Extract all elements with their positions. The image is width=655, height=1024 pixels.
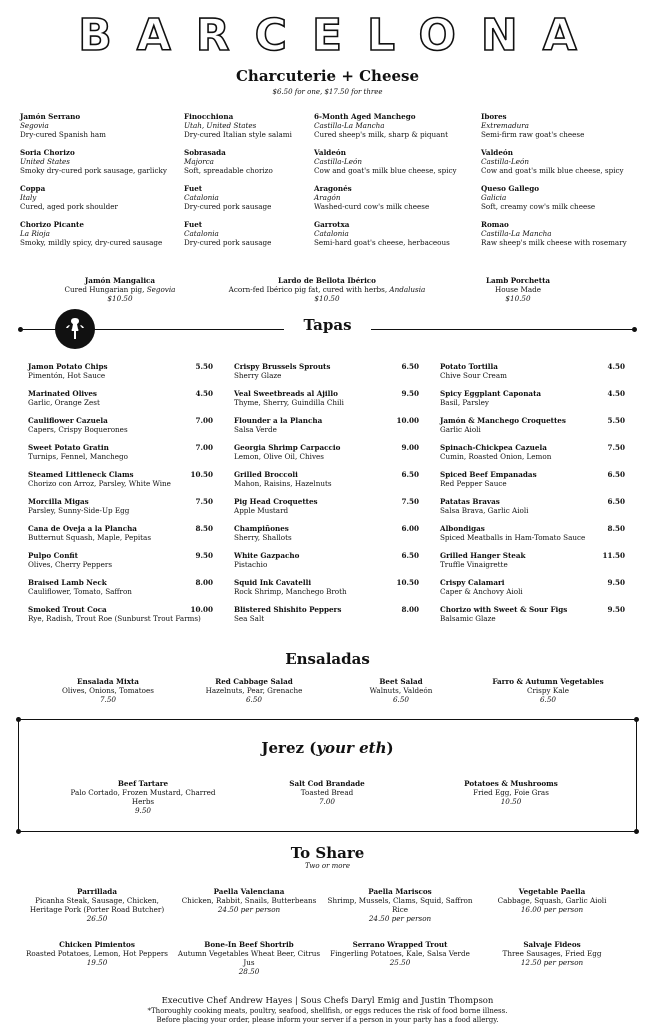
special-name: Jamón Mangalica <box>84 276 156 285</box>
tapa-price: 9.50 <box>195 551 213 560</box>
allergy-warning: Before placing your order, please inform your server if a person in your party has a food allergy. <box>156 1016 499 1024</box>
tapa-name: Champiñones <box>234 524 289 533</box>
cheese-region: Majorca <box>184 157 214 166</box>
tapa-item <box>28 605 213 623</box>
special-name: Lardo de Bellota Ibérico <box>278 276 376 285</box>
tapa-desc: Mahon, Raisins, Hazelnuts <box>234 479 332 488</box>
tapa-name: Chorizo with Sweet & Sour Figs <box>440 605 568 614</box>
charcuterie-title: Charcuterie + Cheese <box>235 67 420 85</box>
tapa-price: 7.00 <box>195 443 213 452</box>
cheese-name: Chorizo Picante <box>20 220 84 229</box>
cheese-item <box>20 220 180 247</box>
share-name: Bone-In Beef Shortrib <box>204 940 294 949</box>
tapa-desc: Lemon, Olive Oil, Chives <box>234 452 324 461</box>
salad-name: Ensalada Mixta <box>77 677 139 686</box>
cheese-item <box>314 148 474 175</box>
tapa-name: Flounder a la Plancha <box>234 416 323 425</box>
tapa-item <box>234 443 419 461</box>
cheese-region: Catalonia <box>184 193 219 202</box>
tapa-item <box>234 470 419 488</box>
tapa-price: 8.50 <box>195 524 213 533</box>
share-desc: Fingerling Potatoes, Kale, Salsa Verde <box>330 949 470 958</box>
cheese-desc: Washed-curd cow's milk cheese <box>314 202 430 211</box>
tapa-item <box>28 389 213 407</box>
tapa-desc: Chive Sour Cream <box>440 371 507 380</box>
tapa-price: 9.00 <box>401 443 419 452</box>
cheese-region: Castilla-León <box>481 157 529 166</box>
cheese-name: Valdeón <box>481 148 513 157</box>
tapa-price: 10.00 <box>190 605 213 614</box>
cheese-name: Romao <box>481 220 509 229</box>
share-price: 12.50 per person <box>520 958 584 967</box>
tapa-desc: Red Pepper Sauce <box>440 479 507 488</box>
tapa-desc: Spiced Meatballs in Ham-Tomato Sauce <box>440 533 586 542</box>
special-desc: Cured Hungarian pig, <box>64 285 145 294</box>
share-name: Paella Valenciana <box>213 887 285 896</box>
share-item <box>477 887 627 914</box>
tapa-price: 6.50 <box>607 497 625 506</box>
tapa-item <box>440 470 625 488</box>
salad-item <box>473 677 623 704</box>
tapa-name: Steamed Littleneck Clams <box>28 470 134 479</box>
share-desc: Roasted Potatoes, Lemon, Hot Peppers <box>26 949 168 958</box>
salad-price: 6.50 <box>539 695 556 704</box>
tapa-item <box>28 551 213 569</box>
salad-price: 7.50 <box>99 695 116 704</box>
share-name: Serrano Wrapped Trout <box>352 940 448 949</box>
tapa-desc: Garlic, Orange Zest <box>28 398 100 407</box>
cheese-region: Catalonia <box>314 229 349 238</box>
special-price: $10.50 <box>314 294 340 303</box>
salad-name: Beet Salad <box>379 677 423 686</box>
tapa-desc: Salsa Verde <box>234 425 277 434</box>
share-name: Salvaje Fideos <box>523 940 581 949</box>
cheese-desc: Semi-firm raw goat's cheese <box>481 130 585 139</box>
special-region: Segovia <box>146 285 176 294</box>
tapa-item <box>28 497 213 515</box>
jerez-price: 7.00 <box>318 797 335 806</box>
share-price: 24.50 per person <box>368 914 432 923</box>
share-name: Vegetable Paella <box>518 887 586 896</box>
cheese-desc: Cured sheep's milk, sharp & piquant <box>314 130 448 139</box>
tapa-name: Jamón & Manchego Croquettes <box>440 416 566 425</box>
corner-dot <box>16 829 21 834</box>
cheese-item <box>20 184 180 211</box>
share-item <box>325 887 475 923</box>
tapa-price: 4.50 <box>607 389 625 398</box>
jerez-title-b: your eth <box>316 739 387 757</box>
tapa-desc: Pimentón, Hot Sauce <box>28 371 106 380</box>
tapa-price: 7.00 <box>195 416 213 425</box>
jerez-desc: Fried Egg, Foie Gras <box>473 788 549 797</box>
cheese-region: Castilla-La Mancha <box>314 121 385 130</box>
cheese-item <box>481 112 641 139</box>
tapa-item <box>234 497 419 515</box>
divider-rule <box>371 329 634 330</box>
special-name: Lamb Porchetta <box>485 276 551 285</box>
corner-dot <box>634 829 639 834</box>
tapas-title: Tapas <box>303 316 352 334</box>
jerez-name: Beef Tartare <box>117 779 169 788</box>
cheese-name: Fuet <box>184 220 203 229</box>
cheese-name: Sobrasada <box>184 148 226 157</box>
share-name: Parrillada <box>77 887 117 896</box>
food-safety-warning: *Thoroughly cooking meats, poultry, seafood, shellfish, or eggs reduces the risk of food borne illness. <box>147 1007 508 1015</box>
jerez-price: 10.50 <box>500 797 522 806</box>
tapa-desc: Thyme, Sherry, Guindilla Chili <box>234 398 344 407</box>
salad-price: 6.50 <box>392 695 409 704</box>
corner-dot <box>16 717 21 722</box>
tapa-desc: Olives, Cherry Peppers <box>28 560 113 569</box>
tapa-name: Veal Sweetbreads al Ajillo <box>234 389 338 398</box>
tapa-price: 8.00 <box>401 605 419 614</box>
cheese-name: Garrotxa <box>314 220 350 229</box>
tapa-price: 8.50 <box>607 524 625 533</box>
ensaladas-title: Ensaladas <box>285 650 370 668</box>
tapa-item <box>440 605 625 623</box>
cheese-name: Ibores <box>481 112 507 121</box>
jerez-item <box>436 779 586 806</box>
tapa-item <box>440 389 625 407</box>
tapa-name: Spinach-Chickpea Cazuela <box>440 443 547 452</box>
jerez-item <box>68 779 218 815</box>
tapa-item <box>28 524 213 542</box>
jerez-title-a: Jerez ( <box>261 739 317 757</box>
tapa-name: Grilled Hanger Steak <box>440 551 526 560</box>
salad-name: Red Cabbage Salad <box>215 677 293 686</box>
tapa-desc: Cumin, Roasted Onion, Lemon <box>440 452 552 461</box>
salad-desc: Olives, Onions, Tomatoes <box>62 686 154 695</box>
cheese-desc: Cured, aged pork shoulder <box>20 202 118 211</box>
special-price: $10.50 <box>505 294 531 303</box>
share-title: To Share <box>290 844 365 862</box>
special-item <box>418 276 618 303</box>
share-name: Paella Mariscos <box>368 887 432 896</box>
special-item <box>227 276 427 303</box>
share-item <box>174 940 324 976</box>
cheese-item <box>314 220 474 247</box>
tapa-price: 4.50 <box>607 362 625 371</box>
tapa-price: 10.50 <box>190 470 213 479</box>
jerez-box <box>18 719 637 832</box>
cheese-region: United States <box>20 157 70 166</box>
tapa-name: Pig Head Croquettes <box>234 497 318 506</box>
tapa-item <box>440 362 625 380</box>
cheese-region: Catalonia <box>184 229 219 238</box>
tapa-item <box>440 443 625 461</box>
tapa-desc: Sherry Glaze <box>234 371 282 380</box>
cheese-region: Italy <box>20 193 37 202</box>
cheese-desc: Dry-cured pork sausage <box>184 202 272 211</box>
tapa-desc: Salsa Brava, Garlic Aioli <box>440 506 529 515</box>
tapa-desc: Sherry, Shallots <box>234 533 292 542</box>
cheese-item <box>314 184 474 211</box>
share-desc: Autumn Vegetables Wheat Beer, Citrus Jus <box>177 949 321 967</box>
tapa-price: 8.00 <box>195 578 213 587</box>
jerez-title-c: ) <box>386 739 394 757</box>
tapa-item <box>28 470 213 488</box>
jerez-desc: Palo Cortado, Frozen Mustard, Charred Herbs <box>70 788 216 806</box>
cheese-region: Castilla-León <box>314 157 362 166</box>
tapa-price: 11.50 <box>602 551 625 560</box>
tapa-name: Crispy Calamari <box>440 578 505 587</box>
tapa-desc: Pistachio <box>234 560 268 569</box>
cheese-name: 6-Month Aged Manchego <box>314 112 416 121</box>
share-price: 16.00 per person <box>520 905 584 914</box>
jerez-desc: Toasted Bread <box>300 788 354 797</box>
cheese-desc: Cow and goat's milk blue cheese, spicy <box>314 166 457 175</box>
tapa-desc: Apple Mustard <box>234 506 289 515</box>
cheese-region: Utah, United States <box>184 121 257 130</box>
salad-desc: Hazelnuts, Pear, Grenache <box>205 686 303 695</box>
tapa-item <box>234 416 419 434</box>
jerez-name: Potatoes & Mushrooms <box>464 779 558 788</box>
special-region: Andalusia <box>389 285 426 294</box>
share-desc: Picanha Steak, Sausage, Chicken, Heritage Pork (Porter Road Butcher) <box>29 896 165 914</box>
jerez-item <box>252 779 402 806</box>
cheese-desc: Smoky dry-cured pork sausage, garlicky <box>20 166 167 175</box>
tapa-price: 5.50 <box>607 416 625 425</box>
tapa-item <box>234 605 419 623</box>
share-item <box>325 940 475 967</box>
tapa-name: Smoked Trout Coca <box>28 605 107 614</box>
tapa-item <box>440 551 625 569</box>
restaurant-logo-text: BARCELONA <box>78 10 602 61</box>
charcuterie-price-note: $6.50 for one, $17.50 for three <box>272 88 383 96</box>
cheese-desc: Dry-cured Spanish ham <box>20 130 106 139</box>
cheese-desc: Dry-cured Italian style salami <box>184 130 292 139</box>
tapa-name: Sweet Potato Gratin <box>28 443 109 452</box>
tapa-desc: Garlic Aioli <box>440 425 481 434</box>
chef-credits: Executive Chef Andrew Hayes | Sous Chefs Daryl Emig and Justin Thompson <box>161 996 494 1006</box>
cheese-item <box>314 112 474 139</box>
tapa-item <box>234 524 419 542</box>
cheese-item <box>481 184 641 211</box>
share-item <box>22 887 172 923</box>
tapa-name: Cauliflower Cazuela <box>28 416 108 425</box>
tapa-item <box>440 578 625 596</box>
cheese-region: La Rioja <box>20 229 50 238</box>
tapa-item <box>234 362 419 380</box>
share-name: Chicken Pimientos <box>59 940 135 949</box>
tapa-name: Squid Ink Cavatelli <box>234 578 312 587</box>
share-subtitle: Two or more <box>305 862 350 870</box>
tapa-desc: Basil, Parsley <box>440 398 489 407</box>
jerez-title <box>0 739 655 757</box>
tapa-item <box>234 551 419 569</box>
cheese-item <box>20 112 180 139</box>
cheese-region: Segovia <box>20 121 49 130</box>
tapa-desc: Butternut Squash, Maple, Pepitas <box>28 533 152 542</box>
tapa-desc: Cauliflower, Tomato, Saffron <box>28 587 132 596</box>
cheese-name: Soria Chorizo <box>20 148 75 157</box>
tapa-price: 4.50 <box>195 389 213 398</box>
cheese-region: Extremadura <box>481 121 529 130</box>
share-price: 19.50 <box>86 958 108 967</box>
cheese-item <box>481 220 641 247</box>
cheese-name: Valdeón <box>314 148 346 157</box>
tapa-price: 5.50 <box>195 362 213 371</box>
cheese-desc: Soft, spreadable chorizo <box>184 166 273 175</box>
tapa-name: Spicy Eggplant Caponata <box>440 389 542 398</box>
cheese-desc: Soft, creamy cow's milk cheese <box>481 202 596 211</box>
tapa-desc: Parsley, Sunny-Side-Up Egg <box>28 506 130 515</box>
corner-dot <box>634 717 639 722</box>
tapa-item <box>440 416 625 434</box>
special-price: $10.50 <box>107 294 133 303</box>
tapa-item <box>28 578 213 596</box>
tapa-item <box>234 578 419 596</box>
tapa-name: Potato Tortilla <box>440 362 498 371</box>
jerez-name: Salt Cod Brandade <box>289 779 365 788</box>
cheese-name: Jamón Serrano <box>20 112 81 121</box>
tapa-desc: Truffle Vinaigrette <box>440 560 508 569</box>
cheese-desc: Smoky, mildly spicy, dry-cured sausage <box>20 238 163 247</box>
share-price: 24.50 per person <box>217 905 281 914</box>
tapa-name: Patatas Bravas <box>440 497 500 506</box>
tapa-price: 9.50 <box>607 578 625 587</box>
share-item <box>477 940 627 967</box>
tapa-desc: Capers, Crispy Boquerones <box>28 425 128 434</box>
jerez-price: 9.50 <box>134 806 151 815</box>
salad-desc: Crispy Kale <box>526 686 570 695</box>
salad-item <box>33 677 183 704</box>
share-desc: Three Sausages, Fried Egg <box>502 949 602 958</box>
tapa-price: 6.50 <box>401 362 419 371</box>
rule-dot <box>632 327 637 332</box>
tapa-desc: Turnips, Fennel, Manchego <box>28 452 128 461</box>
tapa-name: Pulpo Confit <box>28 551 78 560</box>
share-item <box>174 887 324 914</box>
tapa-name: Crispy Brussels Sprouts <box>234 362 331 371</box>
cheese-region: Castilla-La Mancha <box>481 229 552 238</box>
share-price: 28.50 <box>238 967 260 976</box>
tapa-price: 6.50 <box>401 470 419 479</box>
tapa-name: Morcilla Migas <box>28 497 89 506</box>
tapa-price: 6.50 <box>607 470 625 479</box>
tapa-price: 10.00 <box>396 416 419 425</box>
share-price: 25.50 <box>389 958 411 967</box>
cheese-desc: Cow and goat's milk blue cheese, spicy <box>481 166 624 175</box>
cheese-item <box>481 148 641 175</box>
cheese-item <box>20 148 180 175</box>
tapa-name: Cana de Oveja a la Plancha <box>28 524 137 533</box>
tapa-name: White Gazpacho <box>234 551 300 560</box>
tapa-name: Braised Lamb Neck <box>28 578 107 587</box>
salad-item <box>179 677 329 704</box>
tapa-name: Spiced Beef Empanadas <box>440 470 537 479</box>
tapa-item <box>440 524 625 542</box>
salad-desc: Walnuts, Valdeón <box>369 686 433 695</box>
tapa-name: Jamon Potato Chips <box>28 362 108 371</box>
tapa-desc: Rye, Radish, Trout Roe (Sunburst Trout Farms) <box>28 614 201 623</box>
share-item <box>22 940 172 967</box>
cheese-region: Aragón <box>314 193 341 202</box>
tapa-item <box>28 416 213 434</box>
tapa-price: 6.50 <box>401 551 419 560</box>
special-item <box>20 276 220 303</box>
tapa-price: 9.50 <box>401 389 419 398</box>
tapa-name: Grilled Broccoli <box>234 470 298 479</box>
share-desc: Shrimp, Mussels, Clams, Squid, Saffron Rice <box>327 896 473 914</box>
tapa-name: Blistered Shishito Peppers <box>234 605 342 614</box>
cheese-name: Aragonés <box>314 184 352 193</box>
tapa-name: Marinated Olives <box>28 389 97 398</box>
tapa-desc: Sea Salt <box>234 614 265 623</box>
tapa-item <box>28 362 213 380</box>
tapa-name: Georgia Shrimp Carpaccio <box>234 443 341 452</box>
tapa-name: Albondigas <box>440 524 485 533</box>
cheese-name: Finocchiona <box>184 112 234 121</box>
tapa-price: 9.50 <box>607 605 625 614</box>
cheese-name: Queso Gallego <box>481 184 540 193</box>
tapa-price: 7.50 <box>607 443 625 452</box>
cheese-region: Galicia <box>481 193 507 202</box>
special-desc: House Made <box>495 285 541 294</box>
tapa-item <box>28 443 213 461</box>
tapa-price: 6.00 <box>401 524 419 533</box>
tapa-item <box>440 497 625 515</box>
salad-item <box>326 677 476 704</box>
tapa-price: 7.50 <box>401 497 419 506</box>
cheese-desc: Raw sheep's milk cheese with rosemary <box>481 238 627 247</box>
cheese-desc: Semi-hard goat's cheese, herbaceous <box>314 238 450 247</box>
cheese-name: Coppa <box>20 184 46 193</box>
share-desc: Cabbage, Squash, Garlic Aioli <box>497 896 607 905</box>
special-desc: Acorn-fed Ibérico pig fat, cured with herbs, <box>228 285 388 294</box>
tapa-desc: Rock Shrimp, Manchego Broth <box>234 587 347 596</box>
salad-price: 6.50 <box>245 695 262 704</box>
tapa-desc: Chorizo con Arroz, Parsley, White Wine <box>28 479 171 488</box>
tapa-desc: Balsamic Glaze <box>440 614 496 623</box>
share-desc: Chicken, Rabbit, Snails, Butterbeans <box>181 896 317 905</box>
tapa-price: 7.50 <box>195 497 213 506</box>
tapa-item <box>234 389 419 407</box>
tapa-price: 10.50 <box>396 578 419 587</box>
share-price: 26.50 <box>86 914 108 923</box>
salad-name: Farro & Autumn Vegetables <box>492 677 604 686</box>
cheese-name: Fuet <box>184 184 203 193</box>
cheese-desc: Dry-cured pork sausage <box>184 238 272 247</box>
tapa-desc: Caper & Anchovy Aioli <box>440 587 523 596</box>
